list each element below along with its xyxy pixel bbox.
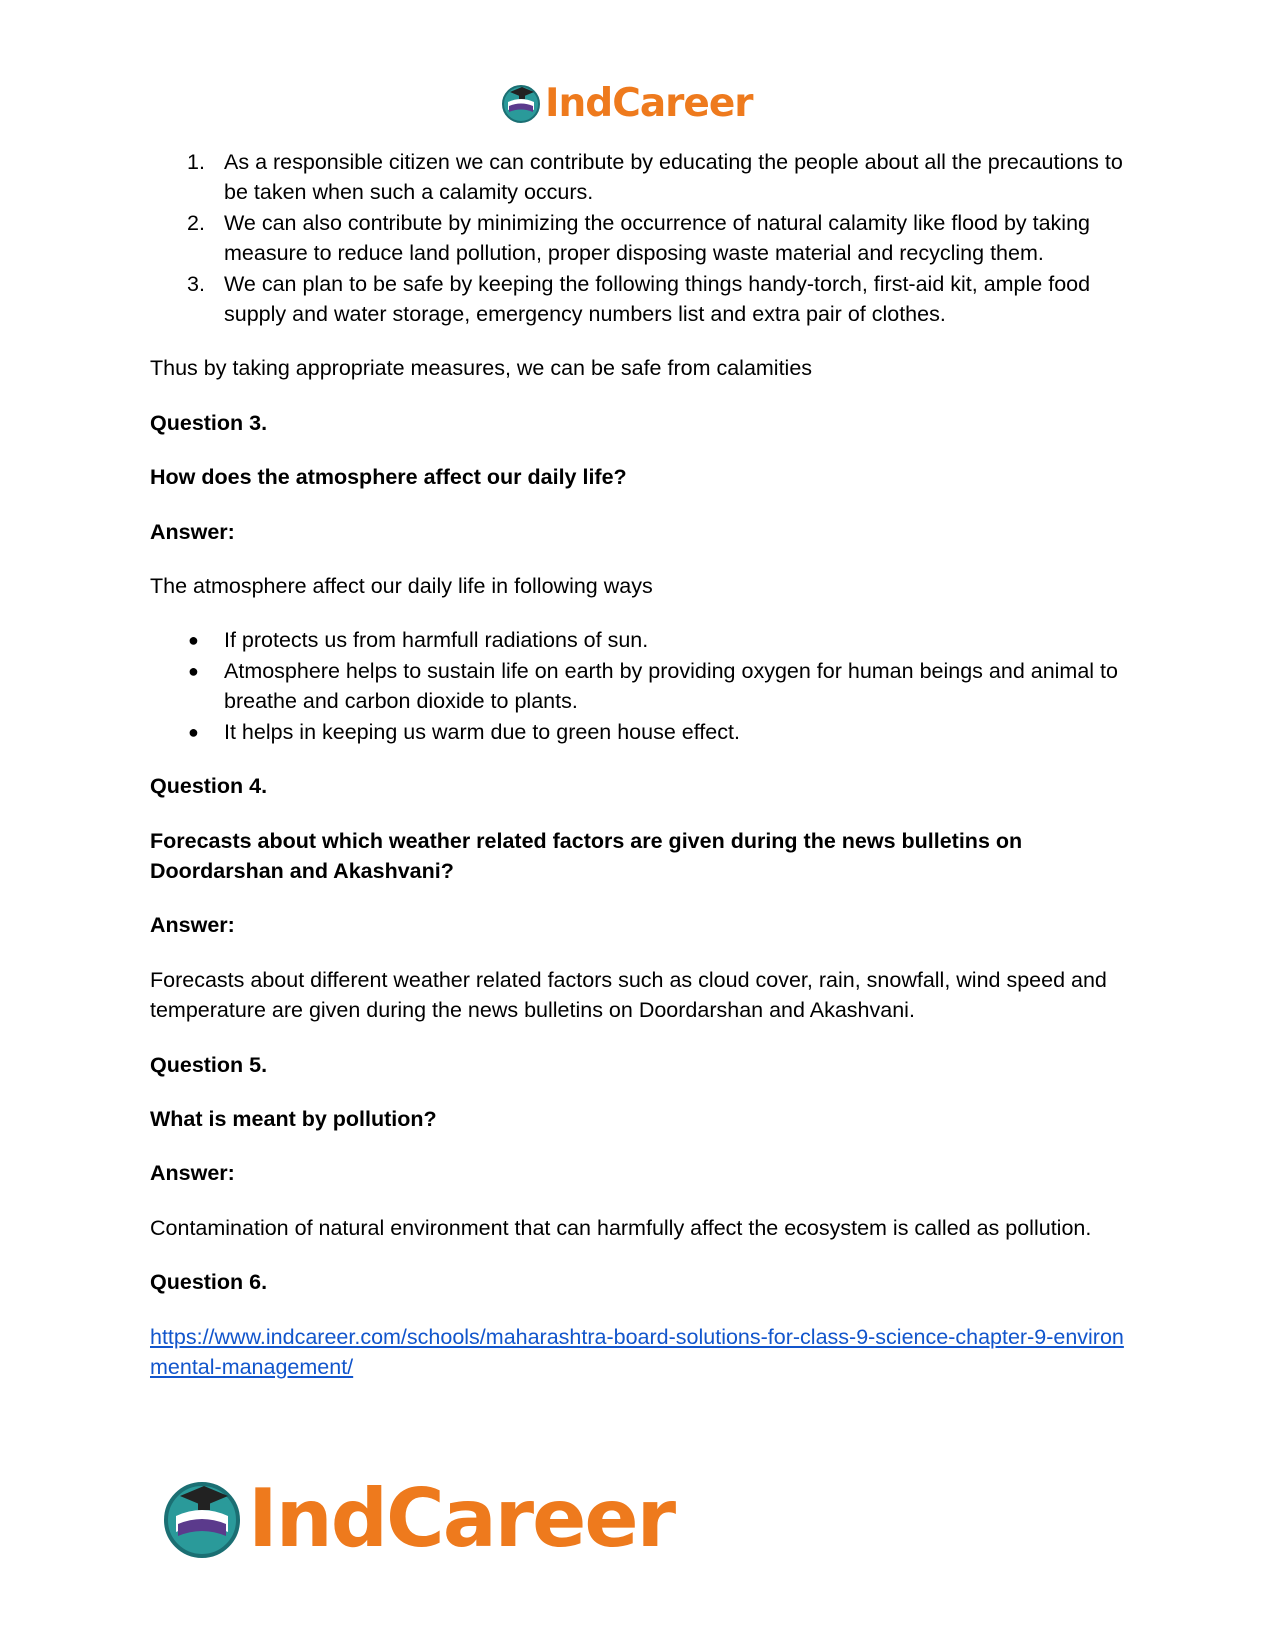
logo-text: IndCareer: [248, 1471, 675, 1565]
answer-5-label: Answer:: [150, 1161, 235, 1186]
conclusion-text: Thus by taking appropriate measures, we can be safe from calamities: [150, 356, 813, 381]
bullet-icon: ●: [188, 630, 199, 651]
list-item-text: Atmosphere helps to sustain life on earth by providing oxygen for human beings and animal to breathe and carbon dioxide to plants.: [224, 658, 1118, 714]
globe-cap-icon: [160, 1476, 244, 1560]
question-6-label: Question 6.: [150, 1270, 268, 1295]
question-4-text: Forecasts about which weather related factors are given during the news bulletins on Doordarshan and Akashvani?: [150, 828, 1023, 883]
list-item-text: It helps in keeping us warm due to green house effect.: [224, 719, 740, 744]
bullet-icon: ●: [188, 660, 199, 681]
question-3-label: Question 3.: [150, 410, 268, 435]
list-item-text: As a responsible citizen we can contribute by educating the people about all the precautions to be taken when such a calamity occurs.: [224, 150, 1123, 205]
list-item: [150, 208, 1130, 269]
document-body: [150, 147, 1130, 1382]
list-item: [150, 625, 1130, 655]
list-number: 1.: [187, 150, 205, 174]
list-item: [150, 147, 1130, 208]
globe-cap-icon: [500, 82, 542, 124]
list-item: [150, 717, 1130, 747]
list-item-text: If protects us from harmfull radiations of sun.: [224, 628, 649, 653]
list-item-text: We can plan to be safe by keeping the following things handy-torch, first-aid kit, ample food supply and water storage, emergency numbers list and extra pair of clothes.: [224, 271, 1091, 327]
list-number: 3.: [187, 271, 205, 296]
list-item: [150, 656, 1130, 717]
list-item: [150, 269, 1130, 330]
answer-4-label: Answer:: [150, 913, 235, 938]
answer-3-label: Answer:: [150, 519, 235, 544]
calamity-list: [150, 147, 1130, 329]
header-logo: [500, 80, 753, 126]
answer-4-text: Forecasts about different weather related factors such as cloud cover, rain, snowfall, wind speed and temperature are given during the news bulletins on Doordarshan and Akashvani.: [150, 967, 1107, 1023]
list-number: 2.: [187, 210, 205, 235]
source-link[interactable]: https://www.indcareer.com/schools/maharashtra-board-solutions-for-class-9-science-chapter-9-environmental-management/: [150, 1324, 1124, 1379]
answer-5-text: Contamination of natural environment that can harmfully affect the ecosystem is called as pollution.: [150, 1215, 1092, 1240]
footer-logo: [160, 1473, 674, 1563]
question-3-text: How does the atmosphere affect our daily life?: [150, 465, 627, 490]
question-5-label: Question 5.: [150, 1052, 268, 1077]
logo-text: IndCareer: [545, 80, 753, 126]
atmosphere-bullet-list: [150, 625, 1130, 747]
list-item-text: We can also contribute by minimizing the occurrence of natural calamity like flood by taking measure to reduce land pollution, proper disposing waste material and recycling them.: [224, 210, 1090, 266]
question-5-text: What is meant by pollution?: [150, 1106, 437, 1131]
question-4-label: Question 4.: [150, 774, 268, 799]
answer-3-intro: The atmosphere affect our daily life in following ways: [150, 574, 653, 599]
bullet-icon: ●: [188, 721, 199, 742]
